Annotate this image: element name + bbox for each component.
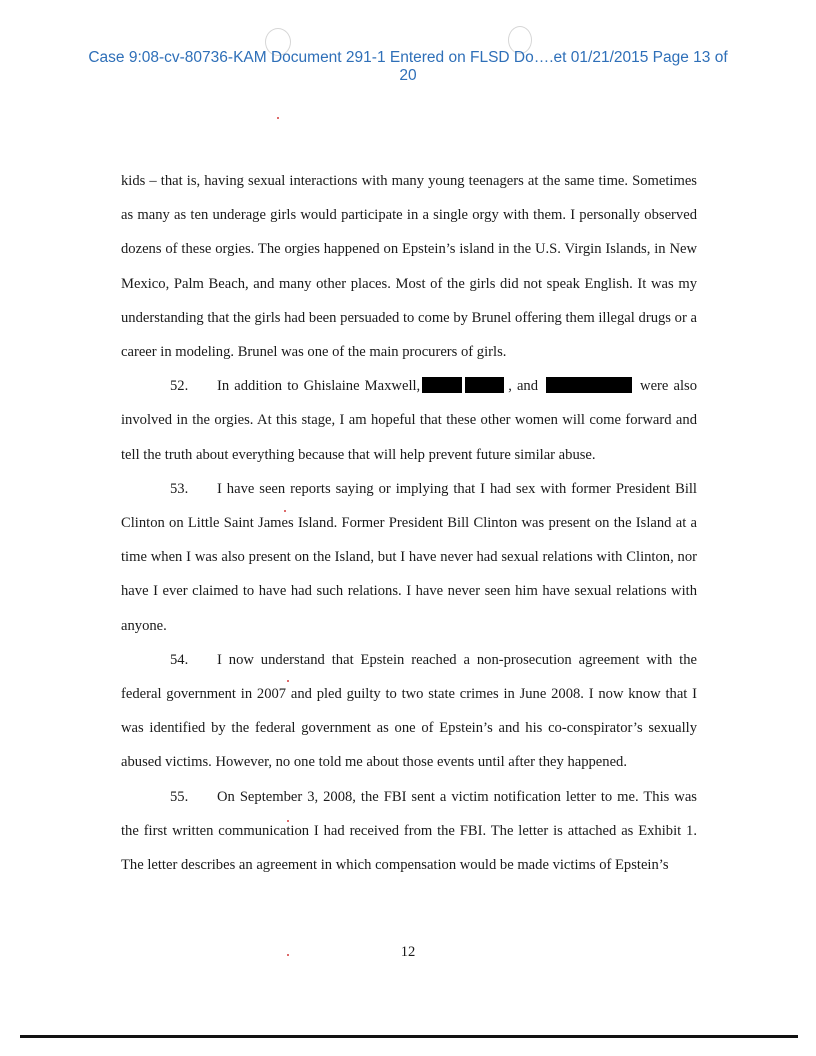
redaction-box: [422, 377, 462, 393]
scan-speck: [287, 820, 289, 822]
redaction-box: [546, 377, 632, 393]
paragraph-text: , and: [508, 378, 539, 395]
paragraph-continued: kids – that is, having sexual interactions with many young teenagers at the same time. Sometimes as many as ten underage girls would participate in a single orgy with them. I personally observed dozens of these orgies. The orgies happened on Epstein’s island in the U.S. Virgin Islands, in New Mexico, Palm Beach, and many other places. Most of the girls did not speak English. It was my understanding that the girls had been persuaded to come by Brunel offering them illegal drugs or a career in modeling. Brunel was one of the main procurers of girls.: [121, 173, 697, 361]
bottom-rule-line: [20, 1035, 798, 1038]
paragraph-text: In addition to Ghislaine Maxwell,: [217, 378, 421, 395]
paragraph-number: 53.: [170, 480, 189, 497]
paragraph-number: 52.: [170, 378, 189, 395]
court-filing-header: [70, 49, 746, 85]
scan-speck: [287, 680, 289, 682]
redaction-box: [465, 377, 504, 393]
header-line-1: Case 9:08-cv-80736-KAM Document 291-1 Entered on FLSD Do….et 01/21/2015 Page 13 of: [88, 49, 728, 66]
paragraph-number: 54.: [170, 651, 189, 668]
paragraph-number: 55.: [170, 788, 189, 805]
paragraph-55: [121, 780, 697, 883]
paragraph-text: On September 3, 2008, the FBI sent a victim notification letter to me. This was the first written communication I had received from the FBI. The letter is attached as Exhibit 1. The letter describes an agreement in which compensation would be made victims of Epstein’s: [121, 788, 697, 874]
paragraph-54: [121, 643, 697, 780]
header-line-2: 20: [399, 67, 417, 84]
page-number: 12: [400, 944, 416, 960]
paragraph-52: [121, 369, 697, 472]
paragraph-text: were also involved in the orgies. At this stage, I am hopeful that these other women will come forward and tell the truth about everything because that will help prevent future similar abuse.: [121, 378, 697, 463]
scan-speck: [284, 510, 286, 512]
paragraph-53: [121, 472, 697, 643]
scan-speck: [277, 117, 279, 119]
document-body: [121, 164, 697, 882]
paragraph-text: I now understand that Epstein reached a non-prosecution agreement with the federal government in 2007 and pled guilty to two state crimes in June 2008. I now know that I was identified by the federal government as one of Epstein’s and his co-conspirator’s sexually abused victims. However, no one told me about those events until after they happened.: [121, 651, 697, 771]
paragraph-text: I have seen reports saying or implying that I had sex with former President Bill Clinton on Little Saint James Island. Former President Bill Clinton was present on the Island at a time when I was also present on the Island, but I have never had sexual relations with Clinton, nor have I ever claimed to have had such relations. I have never seen him have sexual relations with anyone.: [121, 480, 697, 634]
